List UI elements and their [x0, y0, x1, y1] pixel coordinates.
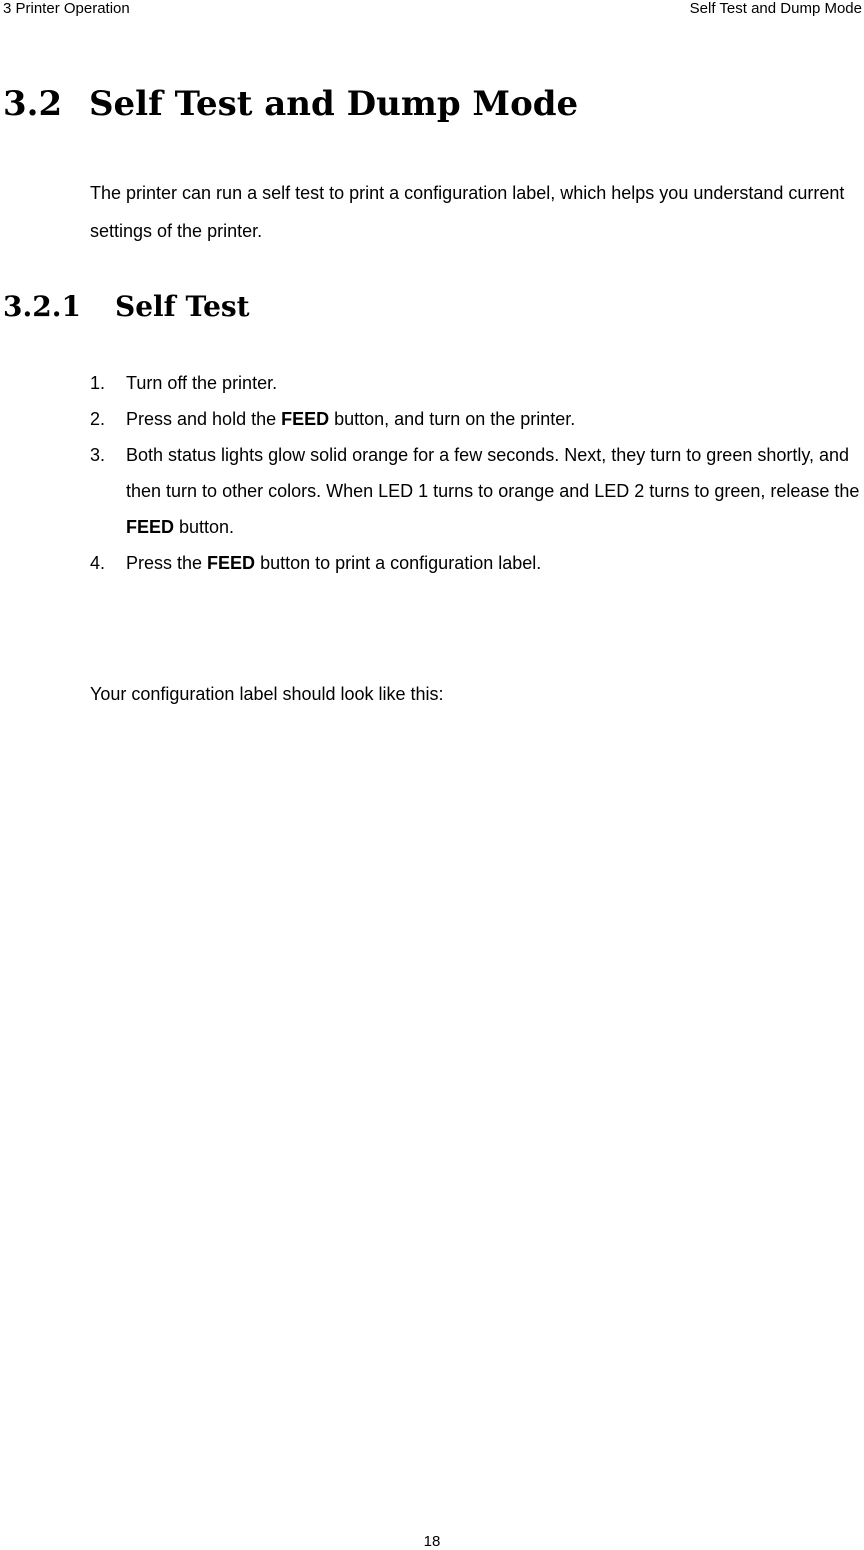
list-item: 3. Both status lights glow solid orange for a few seconds. Next, they turn to green shortly, and then turn to other colors. When LED 1 turns to orange and LED 2 turns to green, release the FEED button. — [90, 445, 860, 537]
list-item: 4. Press the FEED button to print a configuration label. — [90, 553, 542, 573]
outro-paragraph: Your configuration label should look like this: — [90, 684, 444, 704]
header-chapter: 3 Printer Operation — [3, 0, 130, 17]
steps-list — [90, 365, 860, 581]
page-title: 3.2 Self Test and Dump Mode — [3, 84, 579, 124]
list-item: 1. Turn off the printer. — [90, 373, 278, 393]
section-heading: 3.2.1 Self Test — [3, 290, 250, 323]
page-number: 18 — [423, 1533, 441, 1550]
list-item: 2. Press and hold the FEED button, and turn on the printer. — [90, 409, 576, 429]
header-section: Self Test and Dump Mode — [689, 0, 862, 17]
intro-paragraph: The printer can run a self test to print a configuration label, which helps you understand current settings of the printer. — [90, 183, 845, 241]
